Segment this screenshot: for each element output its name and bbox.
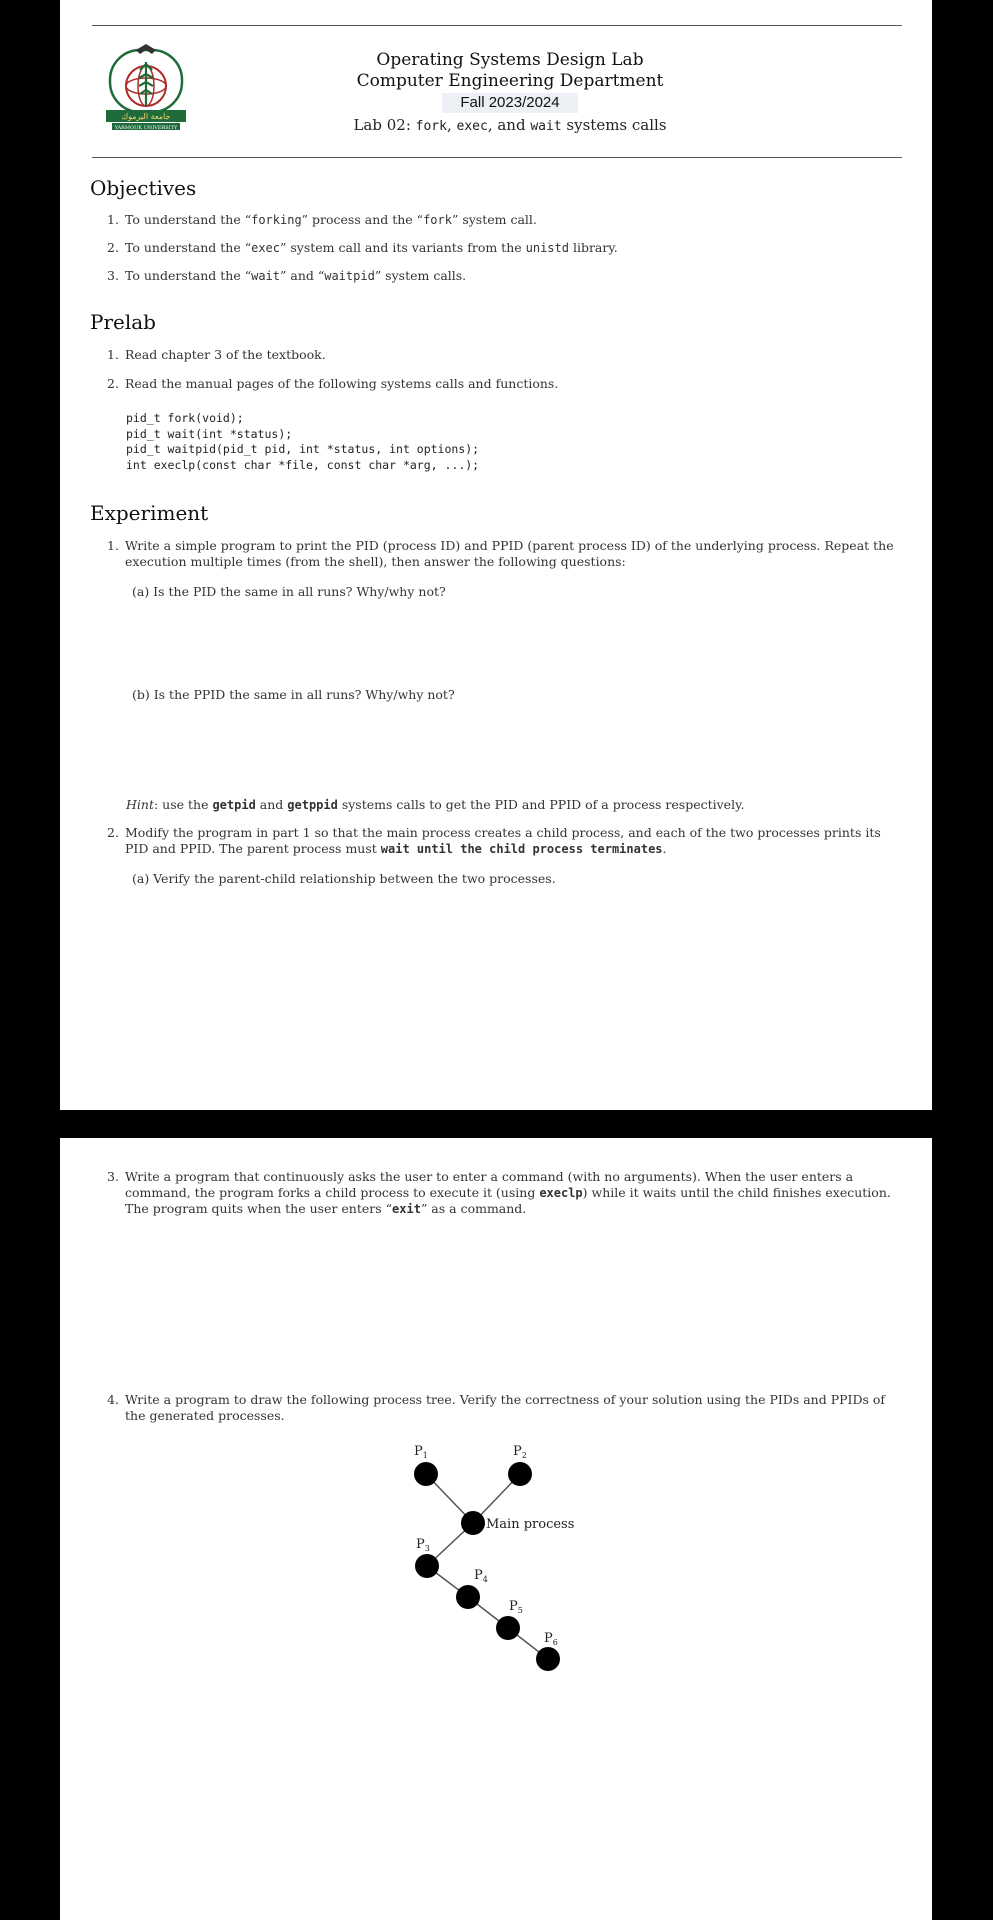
term-label: Fall 2023/2024	[442, 93, 577, 113]
node-p3	[415, 1554, 439, 1578]
node-p1	[414, 1462, 438, 1486]
label-main-process: Main process	[486, 1517, 575, 1532]
header-top-rule	[92, 25, 902, 26]
code-line: pid_t waitpid(pid_t pid, int *status, int options);	[126, 442, 480, 456]
node-p2	[508, 1462, 532, 1486]
label-p5: $P_5$	[509, 1599, 523, 1615]
process-tree-diagram	[60, 1138, 932, 1920]
objective-item: 2. To understand the “exec” system call and its variants from the unistd library.	[107, 240, 618, 255]
experiment-item-1: 1. Write a simple program to print the PID (process ID) and PPID (parent process ID) of the underlying process. Repeat the execution multiple times (from the shell), then answer the following questions:	[107, 538, 894, 569]
objective-item: 3. To understand the “wait” and “waitpid” system calls.	[107, 268, 467, 283]
document-page-1	[60, 0, 932, 1110]
header-bottom-rule	[92, 157, 902, 158]
code-line: int execlp(const char *file, const char *arg, ...);	[126, 457, 480, 472]
logo-arabic-text: جامعة اليرموك	[121, 112, 171, 121]
experiment-item-2: 2. Modify the program in part 1 so that the main process creates a child process, and each of the two processes prints its PID and PPID. The parent process must wait until the child process terminates.	[107, 825, 881, 856]
code-line: pid_t wait(int *status);	[126, 426, 293, 441]
course-title: Operating Systems Design Lab	[376, 50, 644, 70]
document-page-2	[60, 1138, 932, 1920]
label-p1: $P_1$	[414, 1444, 428, 1460]
question-2a: (a) Verify the parent-child relationship between the two processes.	[132, 871, 556, 886]
label-p4: $P_4$	[474, 1568, 488, 1584]
prelab-item: 1. Read chapter 3 of the textbook.	[107, 347, 326, 362]
label-p2: $P_2$	[513, 1444, 527, 1460]
code-block	[126, 411, 479, 473]
node-p4	[456, 1585, 480, 1609]
experiment-item-4: 4. Write a program to draw the following process tree. Verify the correctness of your solution using the PIDs and PPIDs of the generated processes.	[107, 1392, 886, 1423]
node-main-process	[461, 1511, 485, 1535]
objective-item: 1. To understand the “forking” process and the “fork” system call.	[107, 212, 537, 227]
logo-english-text: YARMOUK UNIVERSITY	[114, 125, 178, 131]
label-p6: $P_6$	[544, 1631, 558, 1647]
title-block	[260, 50, 760, 137]
lab-title: Lab 02: fork, exec, and wait systems calls	[353, 116, 667, 134]
department-title: Computer Engineering Department	[356, 71, 664, 91]
objectives-heading: Objectives	[90, 176, 197, 200]
code-line: pid_t fork(void);	[126, 411, 244, 425]
question-1b: (b) Is the PPID the same in all runs? Why/why not?	[132, 687, 455, 702]
question-1a: (a) Is the PID the same in all runs? Why/why not?	[132, 584, 446, 599]
prelab-item: 2. Read the manual pages of the following systems calls and functions.	[107, 376, 559, 391]
node-p6	[536, 1647, 560, 1671]
experiment-item-3: 3. Write a program that continuously asks the user to enter a command (with no arguments). When the user enters a command, the program forks a child process to execute it (using execlp) while it waits until the child finishes execution. The program quits when the user enters “exit” as a command.	[107, 1169, 891, 1216]
node-p5	[496, 1616, 520, 1640]
university-logo	[106, 44, 186, 136]
hint-text: Hint: use the getpid and getppid systems calls to get the PID and PPID of a process respectively.	[126, 797, 745, 812]
prelab-heading: Prelab	[90, 310, 156, 334]
experiment-heading: Experiment	[90, 501, 209, 525]
label-p3: $P_3$	[416, 1537, 430, 1553]
